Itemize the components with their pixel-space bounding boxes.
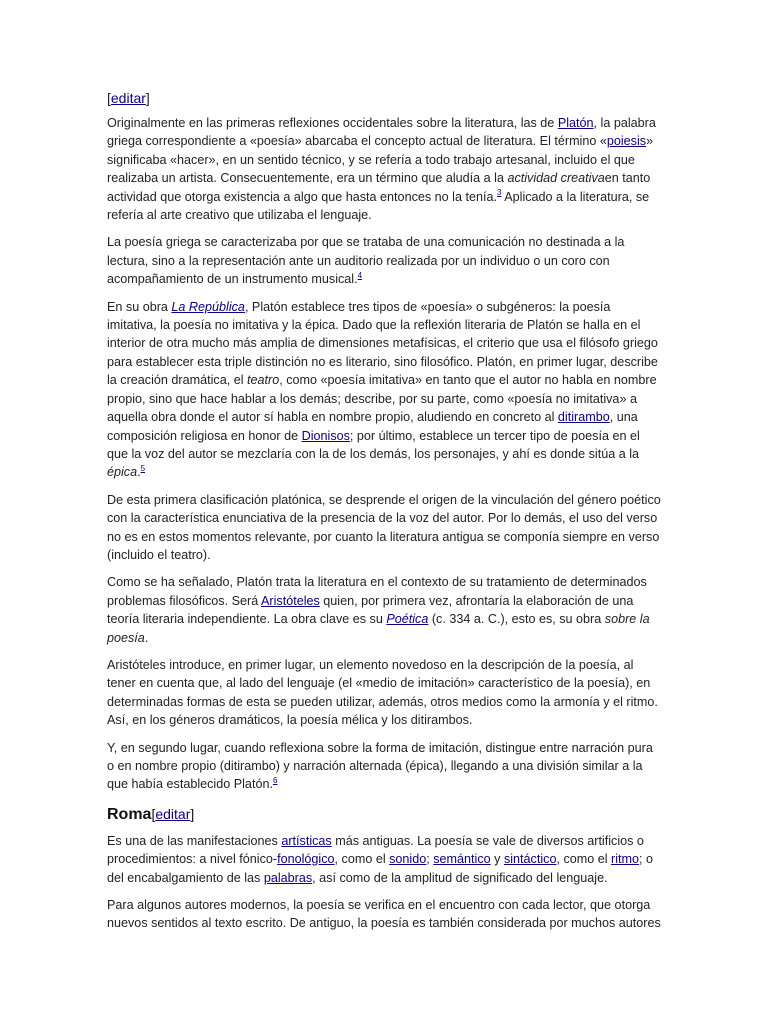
text: , como el: [334, 852, 390, 867]
link-semantico[interactable]: semántico: [433, 852, 491, 867]
link-fonologico[interactable]: fonológico: [277, 852, 335, 867]
text: Aristóteles introduce, en primer lugar, un elemento novedoso en la descripción de la poesía, al tener en cuenta que, al lado del lenguaje (el «medio de imitación» característico de la poesía), en determinadas formas de esta se pueden utilizar, además, otros medios como la armonía y el ritmo. Así, en los géneros dramáticos, la poesía mélica y los ditirambos.: [107, 657, 658, 728]
text: , como el: [556, 852, 612, 867]
text: ;: [426, 852, 434, 867]
text: Originalmente en las primeras reflexiones occidentales sobre la literatura, las de: [107, 116, 558, 130]
emphasis-actividad-creativa: actividad creativa: [507, 171, 605, 186]
paragraph-poesia-griega: [107, 233, 663, 288]
bracket-open: [: [151, 805, 156, 822]
paragraph-aristoteles-poetica: [107, 573, 663, 647]
text: más antiguas. La poesía se vale de diversos artificios o procedimientos: a nivel fónico-: [107, 833, 644, 867]
emphasis-sobre-la-poesia: sobre la poesía: [107, 612, 650, 645]
reference-6[interactable]: 6: [272, 776, 278, 786]
link-poetica[interactable]: Poética: [386, 612, 429, 627]
reference-sup: [141, 462, 145, 474]
text: , como «poesía imitativa» en tanto que el autor no habla en nombre propio, sino que hace hablar a los demás; describe, por su parte, como «poesía no imitativa» a aquella obra donde el autor sí habla en nombre propio, aludiendo en concreto al: [107, 373, 657, 425]
text: (c. 334 a. C.), esto es, su obra: [428, 612, 605, 627]
link-artisticas[interactable]: artísticas: [281, 833, 332, 848]
section-heading-roma: [107, 803, 663, 826]
emphasis-epica: épica: [107, 465, 138, 480]
text: Y, en segundo lugar, cuando reflexiona sobre la forma de imitación, distingue entre narración pura o en nombre propio (ditirambo) y narración alternada (épica), llegando a una división similar a la que había establecido Platón.: [107, 740, 653, 792]
text: .: [144, 630, 149, 645]
edit-link[interactable]: editar: [110, 90, 146, 106]
paragraph-manifestaciones: [107, 832, 663, 887]
section-edit-line: [107, 88, 663, 108]
text: , una composición religiosa en honor de: [107, 410, 638, 443]
emphasis-teatro: teatro: [247, 373, 280, 388]
bracket-close: ]: [190, 805, 195, 822]
link-sintactico[interactable]: sintáctico: [503, 852, 557, 867]
text: Como se ha señalado, Platón trata la literatura en el contexto de su tratamiento de determinados problemas filosóficos. Será: [107, 575, 647, 608]
link-palabras[interactable]: palabras: [263, 870, 313, 885]
link-poiesis[interactable]: poiesis: [606, 134, 647, 149]
text: y: [490, 852, 504, 867]
heading-edit: [151, 806, 194, 822]
edit-link-roma[interactable]: editar: [155, 805, 191, 822]
reference-4[interactable]: 4: [357, 271, 363, 281]
reference-5[interactable]: 5: [140, 464, 146, 474]
reference-sup: [358, 269, 362, 281]
link-ditirambo[interactable]: ditirambo: [557, 410, 610, 425]
text: , la palabra griega correspondiente a «poesía» abarcaba el concepto actual de literatura. El término «: [107, 116, 656, 149]
text: Aplicado a la literatura, se refería al arte creativo que utilizaba el lenguaje.: [107, 189, 650, 223]
reference-3[interactable]: 3: [496, 188, 502, 198]
heading-title: Roma: [107, 805, 152, 823]
link-aristoteles[interactable]: Aristóteles: [261, 593, 320, 608]
paragraph-segundo-lugar: [107, 739, 663, 794]
link-ritmo[interactable]: ritmo: [611, 852, 640, 867]
text: en tanto actividad que otorga existencia a algo que hasta entonces no la tenía.: [107, 171, 651, 204]
text: , Platón establece tres tipos de «poesía» o subgéneros: la poesía imitativa, la poesía no imitativa y la épica. Dado que la reflexión literaria de Platón se halla en el interior de otra mucho más amplia de dimensiones metafísicas, el criterio que usa el filósofo griego para establecer esta triple distinción no es literario, sino filosófico. Platón, en primer lugar, describe la creación dramática, el: [107, 299, 658, 388]
paragraph-platon-poesia: [107, 114, 663, 224]
link-dionisos[interactable]: Dionisos: [301, 428, 350, 443]
text: Para algunos autores modernos, la poesía se verifica en el encuentro con cada lector, que otorga nuevos sentidos al texto escrito. De antiguo, la poesía es también considerada por muchos autores: [107, 898, 661, 931]
paragraph-aristoteles-introduce: [107, 656, 663, 730]
article-content: [107, 88, 663, 942]
link-sonido[interactable]: sonido: [389, 852, 427, 867]
text: ; por último, establece un tercer tipo de poesía en el que la voz del autor se mezclaría con la de los demás, los personajes, y ahí es donde sitúa a la: [107, 428, 640, 461]
link-platon[interactable]: Platón: [557, 116, 594, 130]
reference-sup: [273, 774, 277, 786]
paragraph-clasificacion-platonica: [107, 491, 663, 565]
text: , así como de la amplitud de significado del lenguaje.: [312, 870, 608, 885]
text: En su obra: [107, 299, 172, 314]
text: De esta primera clasificación platónica, se desprende el origen de la vinculación del género poético con la característica enunciativa de la presencia de la voz del autor. Por lo demás, el uso del verso no es en estos momentos relevante, por cuanto la literatura antigua se componía siempre en verso (incluido el teatro).: [107, 492, 661, 562]
bracket-close: ]: [145, 90, 150, 106]
text: .: [137, 465, 141, 480]
text: La poesía griega se caracterizaba por que se trataba de una comunicación no destinada a la lectura, sino a la representación ante un auditorio realizada por un individuo o un coro con acompañamiento de un instrumento musical.: [107, 235, 625, 287]
text: quien, por primera vez, afrontaría la elaboración de una teoría literaria independiente. La obra clave es su: [107, 593, 634, 627]
text: » significaba «hacer», en un sentido técnico, y se refería a todo trabajo artesanal, incluido el que realizaba un artista. Consecuentemente, era un término que aludía a la: [107, 134, 654, 186]
text: ; o del encabalgamiento de las: [107, 852, 654, 885]
text: Es una de las manifestaciones: [107, 833, 282, 848]
link-la-republica[interactable]: La República: [171, 299, 245, 314]
paragraph-autores-modernos: [107, 896, 663, 933]
paragraph-la-republica: [107, 298, 663, 482]
bracket-open: [: [107, 90, 111, 106]
